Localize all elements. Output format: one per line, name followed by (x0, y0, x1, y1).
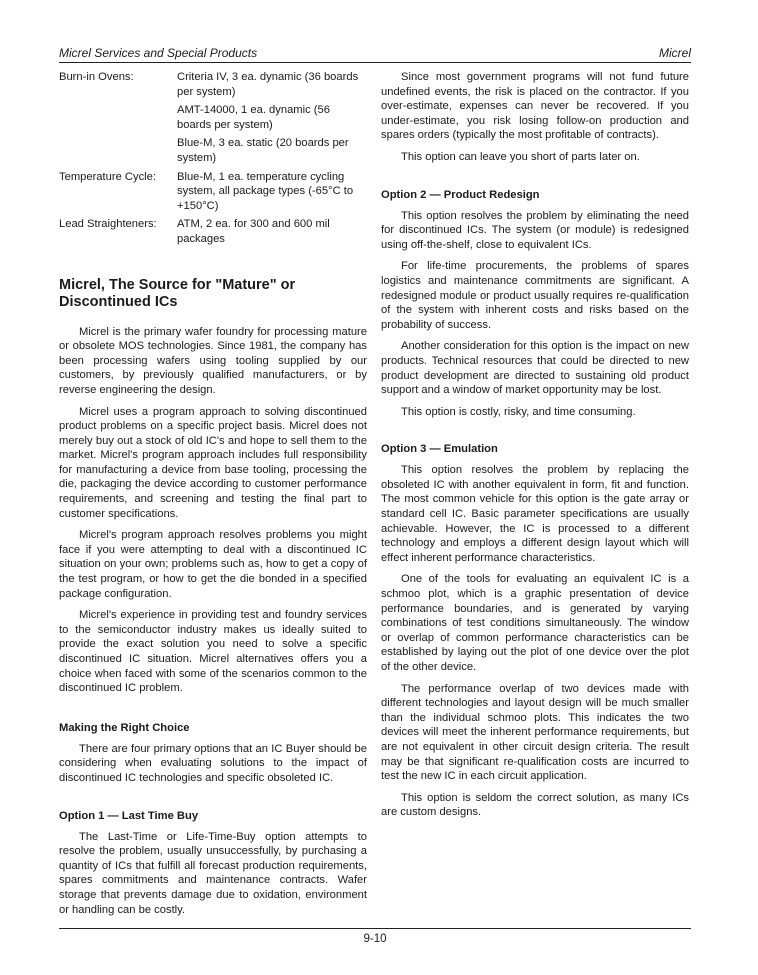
equipment-value: Blue-M, 3 ea. static (20 boards per system) (177, 137, 349, 164)
option1-paragraph: Since most government programs will not fund future undefined events, the risk is placed on the contractor. If you over-estimate, expenses can never be recovered. If you under-estimate, you risk losing follow-on production and spares orders (typically the most profitable of contracts). (381, 71, 689, 142)
option2-heading: Option 2 — Product Redesign (381, 188, 540, 201)
equipment-value: AMT-14000, 1 ea. dynamic (56 boards per system) (177, 104, 330, 131)
equipment-row-temperature (59, 170, 367, 214)
page-number: 9-10 (363, 933, 387, 945)
option1-paragraph: This option can leave you short of parts later on. (401, 150, 640, 163)
option2-paragraph: Another consideration for this option is the impact on new products. Technical resources that could be directed to new product development are directed to sustaining old product support and a window of market opportunity may be lost. (381, 340, 689, 397)
equipment-value: Blue-M, 1 ea. temperature cycling system, all package types (-65°C to +150°C) (177, 170, 354, 212)
making-choice-paragraph: There are four primary options that an IC Buyer should be considering when evaluating solutions to the impact of discontinued IC technologies and specific obsoleted IC. (59, 742, 367, 784)
option3-paragraph: The performance overlap of two devices made with different technologies and layout design will be much smaller than the individual schmoo plots. This indicates the two devices will meet the inherent performance requirements, but are not equivalent in other circuit design criteria. The result may be that significant re-qualification costs are incurred to test the new IC in each circuit application. (381, 682, 689, 783)
header-section-title: Micrel Services and Special Products (59, 46, 258, 60)
equipment-row-burn-in (59, 70, 367, 166)
option3-paragraph: This option resolves the problem by replacing the obsoleted IC with another equivalent in form, fit and function. The most common vehicle for this option is the gate array or standard cell IC. Basic parameter specifications are usually achievable. However, the IC is processed to a different technology and employs a different design layout which will effect inherent performance characteristics. (381, 464, 689, 564)
right-column (381, 70, 689, 827)
footer-rule (59, 928, 691, 929)
option2-paragraph: For life-time procurements, the problems of spares logistics and maintenance commitments are significant. A redesigned module or product usually requires re-qualification of the system with inherent costs and risks based on the probability of success. (381, 260, 689, 331)
intro-paragraph: Micrel's program approach resolves problems you might face if you were attempting to deal with a discontinued IC situation on your own; problems such as, how to get a copy of the test program, or how to get the die bonded in a specified package configuration. (59, 529, 367, 600)
option3-heading: Option 3 — Emulation (381, 443, 498, 456)
intro-paragraph: Micrel uses a program approach to solving discontinued product problems on a specific project basis. Micrel does not merely buy out a stock of old IC's and hope to sell them to the market. Micrel's program approach includes full responsibility for manufacturing a device from base tooling, processing the die, packaging the device according to customer performance requirements, and screening and testing the final part to customer specifications. (59, 405, 367, 520)
left-column (59, 70, 367, 924)
equipment-row-lead (59, 217, 367, 246)
section-title: Micrel, The Source for "Mature" or Discontinued ICs (59, 276, 296, 310)
equipment-table (59, 70, 367, 247)
equipment-value: ATM, 2 ea. for 300 and 600 mil packages (177, 218, 330, 245)
option3-paragraph: This option is seldom the correct solution, as many ICs are custom designs. (381, 791, 689, 819)
intro-paragraph: Micrel is the primary wafer foundry for processing mature or obsolete MOS technologies. Since 1981, the company has been processing wafers using tooling supplied by our customers, by previously qualified manufacturers, or by reverse engineering the design. (59, 325, 367, 396)
option2-paragraph: This option resolves the problem by eliminating the need for discontinued ICs. The system (or module) is redesigned using off-the-shelf, close to equivalent ICs. (381, 209, 689, 251)
option1-paragraph: The Last-Time or Life-Time-Buy option attempts to resolve the problem, usually unsuccessfully, by purchasing a quantity of ICs that fulfill all forecast production requirements, spares commitments and maintenance contracts. Wafer storage that prevents damage due to oxidation, environment or handling can be costly. (59, 830, 367, 916)
equipment-value: Criteria IV, 3 ea. dynamic (36 boards per system) (177, 71, 359, 98)
equipment-label: Burn-in Ovens: (59, 71, 134, 83)
intro-paragraph: Micrel's experience in providing test and foundry services to the semiconductor industry makes us ideally suited to provide the exact solution you need to solve a specific discontinued IC situation. Micrel alternatives offers you a choice when faced with some of the scenarios common to the discontinued IC problem. (59, 609, 367, 695)
equipment-label: Temperature Cycle: (59, 170, 156, 183)
option2-paragraph: This option is costly, risky, and time consuming. (401, 405, 636, 418)
making-choice-heading: Making the Right Choice (59, 721, 190, 734)
header-rule (59, 62, 691, 63)
option3-paragraph: One of the tools for evaluating an equivalent IC is a schmoo plot, which is a graphic presentation of device performance boundaries, and is generated by varying combinations of test conditions simultaneously. The window or overlap of common performance characteristics can be established by laying out the plot of one device over the plot of the other device. (381, 573, 689, 673)
equipment-label: Lead Straighteners: (59, 218, 157, 231)
header-company: Micrel (659, 46, 691, 60)
option1-heading: Option 1 — Last Time Buy (59, 809, 199, 822)
